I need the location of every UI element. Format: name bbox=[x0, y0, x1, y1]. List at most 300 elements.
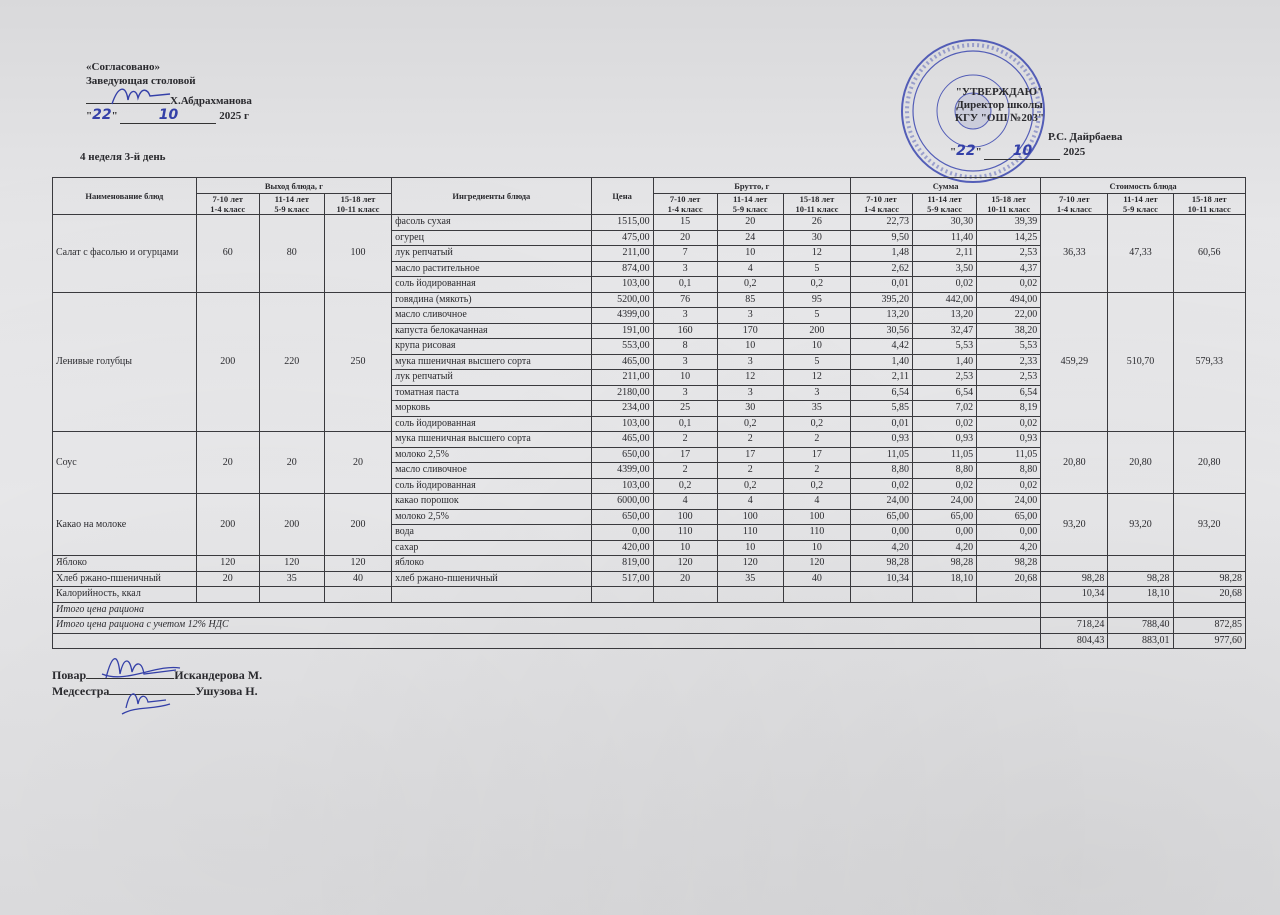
agreed-position: Заведующая столовой bbox=[86, 75, 196, 87]
total-vat-value: 872,85 bbox=[1173, 618, 1245, 634]
ingredient-price: 465,00 bbox=[591, 432, 653, 448]
gross-value: 2 bbox=[783, 432, 850, 448]
approve-title: "УТВЕРЖДАЮ" bbox=[955, 86, 1044, 98]
ingredient-name: какао порошок bbox=[392, 494, 592, 510]
dish-cost bbox=[1108, 556, 1173, 572]
ingredient-name: мука пшеничная высшего сорта bbox=[392, 354, 592, 370]
ingredient-name: молоко 2,5% bbox=[392, 447, 592, 463]
age-label: 7-10 лет bbox=[212, 194, 243, 204]
dish-yield: 100 bbox=[324, 215, 391, 293]
col-yield-age-0 bbox=[196, 194, 259, 215]
agreed-date-day: 22 bbox=[92, 107, 112, 123]
cook-signature bbox=[96, 644, 186, 716]
age-label: 15-18 лет bbox=[799, 194, 835, 204]
gross-value: 20 bbox=[653, 230, 717, 246]
sum-value: 11,40 bbox=[913, 230, 977, 246]
sum-value: 395,20 bbox=[851, 292, 913, 308]
gross-value: 10 bbox=[717, 246, 783, 262]
sum-value: 65,00 bbox=[913, 509, 977, 525]
ingredient-name: соль йодированная bbox=[392, 478, 592, 494]
ingredient-name: говядина (мякоть) bbox=[392, 292, 592, 308]
dish-name: Какао на молоке bbox=[53, 494, 197, 556]
gross-value: 0,2 bbox=[783, 277, 850, 293]
empty-cell bbox=[1173, 602, 1245, 618]
gross-value: 0,2 bbox=[717, 277, 783, 293]
gross-value: 110 bbox=[783, 525, 850, 541]
total-vat-row bbox=[53, 618, 1246, 634]
gross-value: 12 bbox=[783, 370, 850, 386]
sum-value: 0,02 bbox=[977, 277, 1041, 293]
gross-value: 12 bbox=[783, 246, 850, 262]
col-gross-age-2 bbox=[783, 194, 850, 215]
gross-value: 0,1 bbox=[653, 277, 717, 293]
dish-name: Салат с фасолью и огурцами bbox=[53, 215, 197, 293]
col-cost-age-1 bbox=[1108, 194, 1173, 215]
dish-yield: 200 bbox=[196, 292, 259, 432]
gross-value: 2 bbox=[653, 463, 717, 479]
gross-value: 2 bbox=[717, 432, 783, 448]
dish-cost: 47,33 bbox=[1108, 215, 1173, 293]
gross-value: 7 bbox=[653, 246, 717, 262]
table-row bbox=[53, 432, 1246, 448]
ingredient-price: 465,00 bbox=[591, 354, 653, 370]
col-sum-age-1 bbox=[913, 194, 977, 215]
gross-value: 12 bbox=[717, 370, 783, 386]
sum-value: 0,00 bbox=[913, 525, 977, 541]
empty-cell bbox=[324, 587, 391, 603]
sum-value: 2,53 bbox=[977, 246, 1041, 262]
gross-value: 35 bbox=[717, 571, 783, 587]
col-cost-age-2 bbox=[1173, 194, 1245, 215]
sum-value: 2,11 bbox=[913, 246, 977, 262]
dish-yield: 120 bbox=[324, 556, 391, 572]
sum-value: 13,20 bbox=[851, 308, 913, 324]
gross-value: 10 bbox=[653, 540, 717, 556]
gross-value: 10 bbox=[717, 540, 783, 556]
sum-value: 4,20 bbox=[913, 540, 977, 556]
col-sum-age-2 bbox=[977, 194, 1041, 215]
ingredient-name: хлеб ржано-пшеничный bbox=[392, 571, 592, 587]
sum-value: 32,47 bbox=[913, 323, 977, 339]
dish-cost: 36,33 bbox=[1041, 215, 1108, 293]
gross-value: 2 bbox=[653, 432, 717, 448]
cook-name: Искандерова М. bbox=[174, 668, 263, 682]
sum-value: 98,28 bbox=[977, 556, 1041, 572]
cook-label: Повар bbox=[52, 668, 87, 682]
dish-yield: 200 bbox=[324, 494, 391, 556]
total-label: Итого цена рациона bbox=[53, 602, 1041, 618]
sum-value: 20,68 bbox=[977, 571, 1041, 587]
dish-yield: 200 bbox=[196, 494, 259, 556]
col-dish: Наименование блюд bbox=[53, 178, 197, 215]
gross-value: 0,2 bbox=[717, 416, 783, 432]
sum-value: 0,00 bbox=[977, 525, 1041, 541]
gross-value: 3 bbox=[653, 261, 717, 277]
sum-value: 1,48 bbox=[851, 246, 913, 262]
empty-cell bbox=[259, 587, 324, 603]
school-name: КГУ "ОШ №203" bbox=[955, 112, 1044, 124]
calories-value: 20,68 bbox=[1173, 587, 1245, 603]
calories-label: Калорийность, ккал bbox=[53, 587, 197, 603]
ingredient-price: 211,00 bbox=[591, 246, 653, 262]
approve-date: "22" 10 2025 bbox=[950, 143, 1086, 159]
sum-value: 11,05 bbox=[851, 447, 913, 463]
col-yield: Выход блюда, г bbox=[196, 178, 391, 194]
gross-value: 24 bbox=[717, 230, 783, 246]
dish-name: Ленивые голубцы bbox=[53, 292, 197, 432]
gross-value: 2 bbox=[717, 463, 783, 479]
ingredient-name: лук репчатый bbox=[392, 246, 592, 262]
age-label: 11-14 лет bbox=[927, 194, 962, 204]
dish-yield: 20 bbox=[324, 432, 391, 494]
sum-value: 18,10 bbox=[913, 571, 977, 587]
table-row bbox=[53, 556, 1246, 572]
agreed-title: «Согласовано» bbox=[86, 61, 160, 73]
ingredient-price: 234,00 bbox=[591, 401, 653, 417]
empty-cell bbox=[53, 633, 1041, 649]
dish-cost: 20,80 bbox=[1041, 432, 1108, 494]
class-label: 1-4 класс bbox=[667, 204, 703, 214]
ingredient-price: 6000,00 bbox=[591, 494, 653, 510]
ingredient-name: вода bbox=[392, 525, 592, 541]
sum-value: 0,01 bbox=[851, 416, 913, 432]
sum-value: 0,02 bbox=[913, 416, 977, 432]
approve-name: Р.С. Дайрбаева bbox=[1048, 131, 1123, 143]
total-final-value: 804,43 bbox=[1041, 633, 1108, 649]
menu-body bbox=[53, 215, 1246, 649]
sum-value: 13,20 bbox=[913, 308, 977, 324]
gross-value: 4 bbox=[717, 261, 783, 277]
dish-yield: 20 bbox=[196, 432, 259, 494]
gross-value: 10 bbox=[783, 540, 850, 556]
class-label: 10-11 класс bbox=[336, 204, 380, 214]
dish-cost: 98,28 bbox=[1041, 571, 1108, 587]
dish-cost: 60,56 bbox=[1173, 215, 1245, 293]
ingredient-price: 650,00 bbox=[591, 447, 653, 463]
dish-yield: 120 bbox=[259, 556, 324, 572]
age-label: 15-18 лет bbox=[991, 194, 1026, 204]
sum-value: 8,80 bbox=[913, 463, 977, 479]
gross-value: 95 bbox=[783, 292, 850, 308]
dish-cost: 93,20 bbox=[1173, 494, 1245, 556]
ingredient-price: 420,00 bbox=[591, 540, 653, 556]
sum-value: 4,42 bbox=[851, 339, 913, 355]
empty-cell bbox=[1041, 602, 1108, 618]
sum-value: 2,33 bbox=[977, 354, 1041, 370]
age-label: 7-10 лет bbox=[866, 194, 897, 204]
empty-cell bbox=[717, 587, 783, 603]
sum-value: 98,28 bbox=[851, 556, 913, 572]
sum-value: 0,02 bbox=[977, 478, 1041, 494]
age-label: 7-10 лет bbox=[669, 194, 701, 204]
sum-value: 6,54 bbox=[913, 385, 977, 401]
gross-value: 10 bbox=[783, 339, 850, 355]
dish-yield: 80 bbox=[259, 215, 324, 293]
empty-cell bbox=[653, 587, 717, 603]
class-label: 1-4 класс bbox=[1056, 204, 1092, 214]
gross-value: 25 bbox=[653, 401, 717, 417]
gross-value: 85 bbox=[717, 292, 783, 308]
gross-value: 26 bbox=[783, 215, 850, 231]
age-label: 11-14 лет bbox=[274, 194, 309, 204]
class-label: 10-11 класс bbox=[795, 204, 839, 214]
dish-cost: 579,33 bbox=[1173, 292, 1245, 432]
gross-value: 100 bbox=[653, 509, 717, 525]
empty-cell bbox=[851, 587, 913, 603]
sum-value: 30,56 bbox=[851, 323, 913, 339]
gross-value: 0,2 bbox=[783, 478, 850, 494]
empty-cell bbox=[913, 587, 977, 603]
gross-value: 3 bbox=[717, 308, 783, 324]
col-gross-age-1 bbox=[717, 194, 783, 215]
sum-value: 0,02 bbox=[913, 478, 977, 494]
ingredient-price: 191,00 bbox=[591, 323, 653, 339]
total-final-row bbox=[53, 633, 1246, 649]
sum-value: 2,53 bbox=[977, 370, 1041, 386]
sum-value: 442,00 bbox=[913, 292, 977, 308]
agreed-date-year: 2025 г bbox=[219, 110, 249, 122]
gross-value: 10 bbox=[717, 339, 783, 355]
gross-value: 110 bbox=[653, 525, 717, 541]
dish-yield: 20 bbox=[259, 432, 324, 494]
col-cost: Стоимость блюда bbox=[1041, 178, 1246, 194]
gross-value: 30 bbox=[783, 230, 850, 246]
sum-value: 0,02 bbox=[977, 416, 1041, 432]
gross-value: 17 bbox=[783, 447, 850, 463]
ingredient-price: 103,00 bbox=[591, 478, 653, 494]
gross-value: 5 bbox=[783, 354, 850, 370]
calories-value: 10,34 bbox=[1041, 587, 1108, 603]
dish-name: Соус bbox=[53, 432, 197, 494]
header-row-1 bbox=[53, 178, 1246, 194]
sum-value: 4,20 bbox=[851, 540, 913, 556]
sum-value: 2,53 bbox=[913, 370, 977, 386]
sum-value: 39,39 bbox=[977, 215, 1041, 231]
sum-value: 24,00 bbox=[977, 494, 1041, 510]
ingredient-name: яблоко bbox=[392, 556, 592, 572]
sum-value: 2,11 bbox=[851, 370, 913, 386]
sum-value: 1,40 bbox=[851, 354, 913, 370]
sum-value: 0,93 bbox=[977, 432, 1041, 448]
sum-value: 1,40 bbox=[913, 354, 977, 370]
gross-value: 20 bbox=[653, 571, 717, 587]
sum-value: 8,19 bbox=[977, 401, 1041, 417]
dish-cost: 93,20 bbox=[1041, 494, 1108, 556]
sum-value: 0,02 bbox=[913, 277, 977, 293]
gross-value: 5 bbox=[783, 261, 850, 277]
age-label: 7-10 лет bbox=[1059, 194, 1090, 204]
age-label: 11-14 лет bbox=[733, 194, 768, 204]
ingredient-price: 2180,00 bbox=[591, 385, 653, 401]
gross-value: 76 bbox=[653, 292, 717, 308]
sum-value: 6,54 bbox=[977, 385, 1041, 401]
class-label: 10-11 класс bbox=[987, 204, 1031, 214]
dish-cost: 459,29 bbox=[1041, 292, 1108, 432]
agreed-date: "22" 10 2025 г bbox=[86, 107, 249, 123]
dish-cost: 93,20 bbox=[1108, 494, 1173, 556]
agreed-signature bbox=[108, 82, 178, 108]
total-vat-value: 788,40 bbox=[1108, 618, 1173, 634]
dish-cost: 510,70 bbox=[1108, 292, 1173, 432]
class-label: 5-9 класс bbox=[1123, 204, 1158, 214]
sum-value: 9,50 bbox=[851, 230, 913, 246]
sum-value: 22,73 bbox=[851, 215, 913, 231]
dish-cost bbox=[1173, 556, 1245, 572]
dish-cost: 20,80 bbox=[1108, 432, 1173, 494]
gross-value: 110 bbox=[717, 525, 783, 541]
gross-value: 10 bbox=[653, 370, 717, 386]
ingredient-price: 874,00 bbox=[591, 261, 653, 277]
empty-cell bbox=[977, 587, 1041, 603]
ingredient-name: масло растительное bbox=[392, 261, 592, 277]
ingredient-name: капуста белокачанная bbox=[392, 323, 592, 339]
col-gross: Брутто, г bbox=[653, 178, 850, 194]
gross-value: 3 bbox=[717, 385, 783, 401]
day-label: 4 неделя 3-й день bbox=[80, 151, 166, 163]
gross-value: 120 bbox=[653, 556, 717, 572]
empty-cell bbox=[392, 587, 592, 603]
agreed-date-month: 10 bbox=[158, 107, 179, 123]
dish-cost bbox=[1041, 556, 1108, 572]
ingredient-price: 103,00 bbox=[591, 277, 653, 293]
age-label: 15-18 лет bbox=[1191, 194, 1227, 204]
gross-value: 120 bbox=[783, 556, 850, 572]
col-sum-age-0 bbox=[851, 194, 913, 215]
sum-value: 30,30 bbox=[913, 215, 977, 231]
col-gross-age-0 bbox=[653, 194, 717, 215]
total-row bbox=[53, 602, 1246, 618]
gross-value: 20 bbox=[717, 215, 783, 231]
sum-value: 98,28 bbox=[913, 556, 977, 572]
class-label: 1-4 класс bbox=[210, 204, 246, 214]
sum-value: 24,00 bbox=[851, 494, 913, 510]
class-label: 1-4 класс bbox=[864, 204, 899, 214]
sum-value: 22,00 bbox=[977, 308, 1041, 324]
gross-value: 4 bbox=[653, 494, 717, 510]
sum-value: 0,02 bbox=[851, 478, 913, 494]
gross-value: 3 bbox=[653, 385, 717, 401]
ingredient-price: 103,00 bbox=[591, 416, 653, 432]
table-row bbox=[53, 494, 1246, 510]
gross-value: 200 bbox=[783, 323, 850, 339]
sum-value: 5,53 bbox=[977, 339, 1041, 355]
dish-yield: 40 bbox=[324, 571, 391, 587]
ingredient-price: 475,00 bbox=[591, 230, 653, 246]
empty-cell bbox=[196, 587, 259, 603]
sum-value: 3,50 bbox=[913, 261, 977, 277]
class-label: 5-9 класс bbox=[274, 204, 310, 214]
ingredient-name: морковь bbox=[392, 401, 592, 417]
sum-value: 14,25 bbox=[977, 230, 1041, 246]
approve-date-day: 22 bbox=[956, 143, 976, 159]
gross-value: 5 bbox=[783, 308, 850, 324]
sum-value: 6,54 bbox=[851, 385, 913, 401]
dish-name: Хлеб ржано-пшеничный bbox=[53, 571, 197, 587]
ingredient-name: масло сливочное bbox=[392, 308, 592, 324]
table-row bbox=[53, 571, 1246, 587]
empty-cell bbox=[783, 587, 850, 603]
ingredient-price: 211,00 bbox=[591, 370, 653, 386]
ingredient-name: масло сливочное bbox=[392, 463, 592, 479]
sum-value: 11,05 bbox=[913, 447, 977, 463]
approve-date-month: 10 bbox=[1012, 143, 1033, 159]
ingredient-price: 819,00 bbox=[591, 556, 653, 572]
sum-value: 4,20 bbox=[977, 540, 1041, 556]
sum-value: 24,00 bbox=[913, 494, 977, 510]
ingredient-price: 4399,00 bbox=[591, 308, 653, 324]
col-sum: Сумма bbox=[851, 178, 1041, 194]
gross-value: 30 bbox=[717, 401, 783, 417]
sum-value: 0,01 bbox=[851, 277, 913, 293]
ingredient-price: 1515,00 bbox=[591, 215, 653, 231]
sum-value: 8,80 bbox=[851, 463, 913, 479]
sum-value: 5,53 bbox=[913, 339, 977, 355]
ingredient-name: соль йодированная bbox=[392, 277, 592, 293]
nurse-name: Ушузова Н. bbox=[195, 684, 258, 698]
sum-value: 0,93 bbox=[851, 432, 913, 448]
sum-value: 8,80 bbox=[977, 463, 1041, 479]
col-price: Цена bbox=[591, 178, 653, 215]
col-yield-age-1 bbox=[259, 194, 324, 215]
gross-value: 4 bbox=[783, 494, 850, 510]
gross-value: 15 bbox=[653, 215, 717, 231]
ingredient-price: 4399,00 bbox=[591, 463, 653, 479]
sum-value: 65,00 bbox=[851, 509, 913, 525]
class-label: 5-9 класс bbox=[732, 204, 768, 214]
gross-value: 160 bbox=[653, 323, 717, 339]
dish-cost: 98,28 bbox=[1108, 571, 1173, 587]
col-yield-age-2 bbox=[324, 194, 391, 215]
dish-yield: 200 bbox=[259, 494, 324, 556]
sum-value: 2,62 bbox=[851, 261, 913, 277]
gross-value: 40 bbox=[783, 571, 850, 587]
ingredient-name: мука пшеничная высшего сорта bbox=[392, 432, 592, 448]
sum-value: 0,93 bbox=[913, 432, 977, 448]
gross-value: 100 bbox=[783, 509, 850, 525]
gross-value: 100 bbox=[717, 509, 783, 525]
gross-value: 2 bbox=[783, 463, 850, 479]
sum-value: 65,00 bbox=[977, 509, 1041, 525]
total-vat-label: Итого цена рациона с учетом 12% НДС bbox=[53, 618, 1041, 634]
sum-value: 11,05 bbox=[977, 447, 1041, 463]
class-label: 5-9 класс bbox=[927, 204, 963, 214]
gross-value: 170 bbox=[717, 323, 783, 339]
menu-table bbox=[52, 177, 1246, 649]
agreed-name: Х.Абдрахманова bbox=[170, 95, 252, 107]
gross-value: 35 bbox=[783, 401, 850, 417]
nurse-label: Медсестра bbox=[52, 684, 110, 698]
ingredient-name: лук репчатый bbox=[392, 370, 592, 386]
ingredient-name: молоко 2,5% bbox=[392, 509, 592, 525]
dish-yield: 35 bbox=[259, 571, 324, 587]
dish-yield: 60 bbox=[196, 215, 259, 293]
col-cost-age-0 bbox=[1041, 194, 1108, 215]
dish-yield: 120 bbox=[196, 556, 259, 572]
dish-yield: 250 bbox=[324, 292, 391, 432]
total-vat-value: 718,24 bbox=[1041, 618, 1108, 634]
empty-cell bbox=[1108, 602, 1173, 618]
col-ingredients: Ингредиенты блюда bbox=[392, 178, 592, 215]
ingredient-name: огурец bbox=[392, 230, 592, 246]
empty-cell bbox=[591, 587, 653, 603]
dish-cost: 98,28 bbox=[1173, 571, 1245, 587]
dish-cost: 20,80 bbox=[1173, 432, 1245, 494]
gross-value: 3 bbox=[653, 308, 717, 324]
age-label: 15-18 лет bbox=[340, 194, 376, 204]
sum-value: 38,20 bbox=[977, 323, 1041, 339]
sum-value: 5,85 bbox=[851, 401, 913, 417]
gross-value: 0,2 bbox=[717, 478, 783, 494]
